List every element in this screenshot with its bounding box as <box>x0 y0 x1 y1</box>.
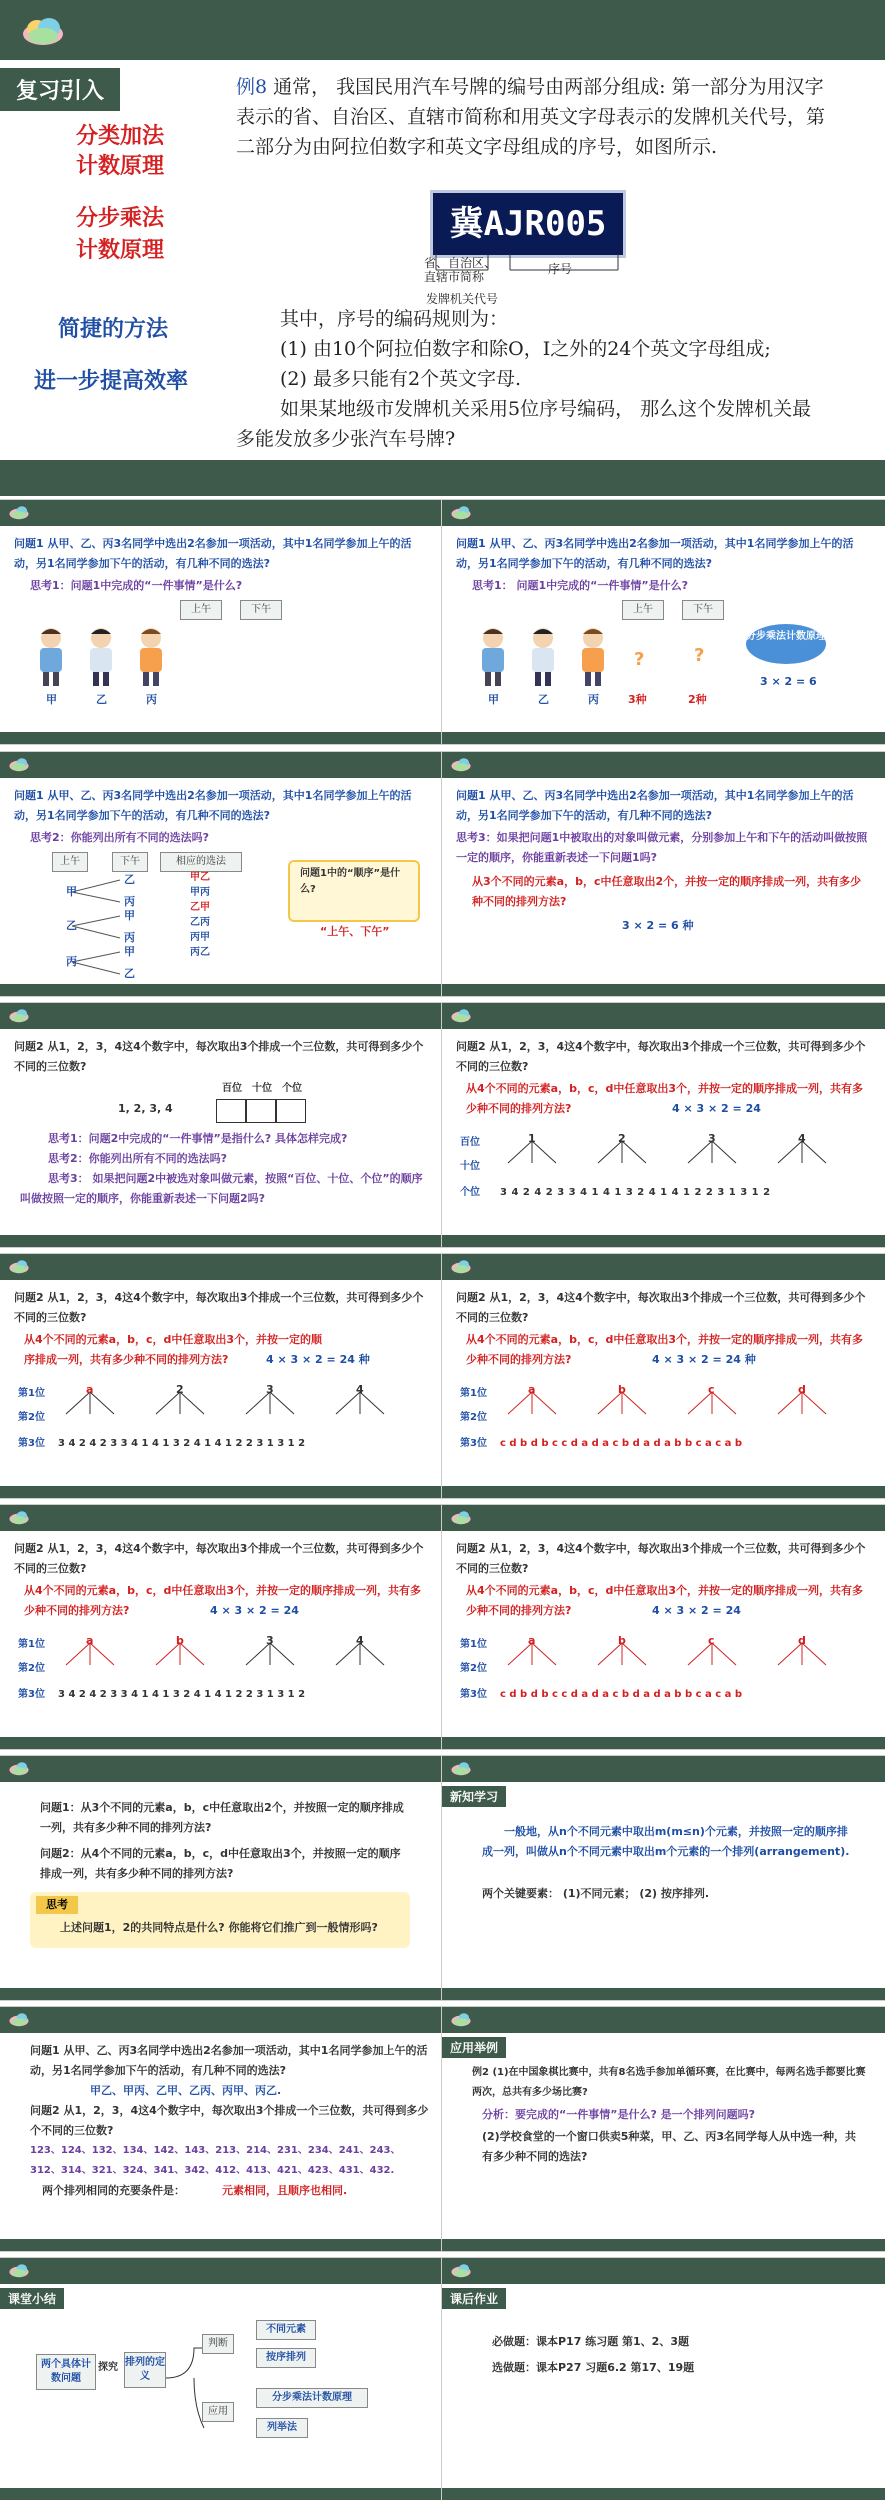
product-6-ways: 3 × 2 = 6 种 <box>622 919 694 932</box>
rule-intro: 其中，序号的编码规则为： <box>280 308 509 330</box>
tree-leaf: 甲 <box>124 945 135 958</box>
col-am: 上午 <box>52 852 88 872</box>
section-tag: 应用举例 <box>442 2037 506 2058</box>
slide-summary <box>0 2258 443 2500</box>
section-tag: 复习引入 <box>0 68 120 111</box>
slide-application <box>442 2007 885 2251</box>
tree-root-b: b <box>618 1383 626 1396</box>
tree-root: 4 <box>798 1132 806 1145</box>
cloud-logo-icon <box>450 2262 472 2279</box>
question-mark-pm-icon: ? <box>694 645 705 666</box>
name-bing: 丙 <box>588 693 599 706</box>
slide-problem1-step <box>442 500 885 744</box>
problem1-text: 问题1 从甲、乙、丙3名同学中选出2名参加一项活动，其中1名同学参加上午的活动，另1名同学参加下午的活动，有几种不同的选法? <box>456 789 854 822</box>
tree-jia: 甲 <box>66 885 77 898</box>
think-box <box>30 1892 410 1948</box>
section-tag: 课后作业 <box>442 2288 506 2309</box>
row-3: 第3位 <box>18 1689 45 1700</box>
slide-problem2-intro <box>0 1003 443 1247</box>
summary-distinct: 不同元素 <box>256 2320 316 2340</box>
section-tag: 新知学习 <box>442 1786 506 1807</box>
tree-root-a: a <box>86 1634 94 1647</box>
tree-root-a: a <box>528 1634 536 1647</box>
tree-root-b: b <box>618 1634 626 1647</box>
slide-problem1-intro <box>0 500 443 744</box>
summary-apply: 应用 <box>202 2402 234 2422</box>
pair-item: 丙甲 <box>190 932 210 943</box>
tree-leaf: 丙 <box>124 895 135 908</box>
col-order: 相应的选法 <box>160 852 242 872</box>
am-box: 上午 <box>622 600 664 620</box>
problem2-text: 问题2 从1，2，3，4这4个数字中，每次取出3个排成一个三位数，共可得到多少个不同的三位数? <box>14 1040 424 1073</box>
row-tens: 十位 <box>460 1161 480 1172</box>
think1: 思考1： 问题1中完成的“一件事情”是什么? <box>472 579 688 592</box>
problem1-text: 问题1 从甲、乙、丙3名同学中选出2名参加一项活动，其中1名同学参加上午的活动，另1名同学参加下午的活动，有几种不同的选法? <box>456 537 854 570</box>
tree-root-c: c <box>708 1383 715 1396</box>
restate2: 从4个不同的元素a，b，c，d中任意取出3个，并按一定的顺序排成一列，共有多少种不同的排列方法? <box>466 1333 863 1366</box>
cloud-logo-icon <box>8 1007 30 1024</box>
example-number: 例8 <box>236 76 268 98</box>
slide-problem2-tree-a <box>0 1254 443 1498</box>
pm-box: 下午 <box>240 600 282 620</box>
tree-leaf: 乙 <box>124 967 135 980</box>
restate2: 从4个不同的元素a，b，c，d中任意取出3个，并按一定的顺序排成一列，共有多少种不同的排列方法? <box>466 1082 863 1115</box>
plate-note-office: 发牌机关代号 <box>426 292 499 306</box>
tree-leaves: 3 4 2 4 2 3 3 4 1 4 1 3 2 4 1 4 1 2 2 3 1 3 1 2 <box>500 1187 771 1198</box>
note-question: 问题1中的“顺序”是什么? <box>300 868 401 895</box>
summary-q1: 问题1：从3个不同的元素a，b，c中任意取出2个，并按照一定的顺序排成一列，共有多少种不同的排列方法? <box>40 1801 404 1834</box>
name-bing: 丙 <box>146 693 157 706</box>
tree-yi: 乙 <box>66 919 77 932</box>
tree-leaves: c d b d b c c d a d a c b d a d a b b c a c a b <box>500 1689 743 1700</box>
slide-problem2-tree-abcd <box>442 1254 885 1498</box>
tree-root-d: d <box>798 1383 806 1396</box>
tree-root: 2 <box>618 1132 626 1145</box>
summary-root: 两个具体计数问题 <box>36 2354 96 2390</box>
example2-part2: (2)学校食堂的一个窗口供卖5种菜，甲、乙、丙3名同学每人从中选一种，共有多少种不同的选法? <box>482 2130 857 2163</box>
homework-optional: 选做题：课本P27 习题6.2 第17、19题 <box>492 2361 695 2374</box>
product-24: 4 × 3 × 2 = 24 <box>672 1102 761 1115</box>
am-box: 上午 <box>180 600 222 620</box>
cloud-logo-icon <box>450 2011 472 2028</box>
tree-root: 3 <box>708 1132 716 1145</box>
student-avatar-yi-icon <box>84 626 118 688</box>
row-2: 第2位 <box>18 1412 45 1423</box>
summary-enumeration: 列举法 <box>256 2418 308 2438</box>
summary-definition: 排列的定义 <box>124 2352 166 2388</box>
tree-leaf: 丙 <box>124 931 135 944</box>
example-text: 通常， 我国民用汽车号牌的编号由两部分组成: 第一部分为用汉字表示的省、自治区、直辖市简称和用英文字母表示的发牌机关代号，第二部分为由阿拉伯数字和英文字母组成的序号，如图所示. <box>236 76 826 158</box>
cloud-logo-icon <box>450 504 472 521</box>
rule-1: (1) 由10个阿拉伯数字和除O，I之外的24个英文字母组成; <box>280 338 771 360</box>
col-pm: 下午 <box>112 852 148 872</box>
cloud-logo-icon <box>450 1760 472 1777</box>
pair-item: 乙丙 <box>190 917 210 928</box>
license-plate: 冀AJR005 <box>430 190 626 258</box>
restate1: 从3个不同的元素a，b，c中任意取出2个，并按一定的顺序排成一列，共有多少种不同的排列方法? <box>472 875 862 908</box>
cloud-logo-icon <box>450 1258 472 1275</box>
digit-slot <box>216 1099 246 1123</box>
cloud-logo-icon <box>8 2262 30 2279</box>
row-2: 第2位 <box>460 1663 487 1674</box>
think2: 思考2：你能列出所有不同的选法吗? <box>30 831 210 844</box>
answer1: 甲乙、甲丙、乙甲、乙丙、丙甲、丙乙. <box>90 2084 282 2097</box>
two-key-elements: 两个关键要素： (1)不同元素； (2) 按序排列. <box>482 1887 710 1900</box>
question-mark-am-icon: ? <box>634 649 645 670</box>
three-ways: 3种 <box>628 693 647 706</box>
footer-bar <box>0 460 885 496</box>
pair-item: 甲乙 <box>190 872 210 883</box>
cloud-logo-icon <box>8 504 30 521</box>
problem2-text: 问题2 从1，2，3，4这4个数字中，每次取出3个排成一个三位数，共可得到多少个不同的三位数? <box>456 1291 866 1324</box>
product-6: 3 × 2 = 6 <box>760 675 817 688</box>
student-avatar-yi-icon <box>526 626 560 688</box>
slide-definition <box>442 1756 885 2000</box>
problem2-text: 问题2 从1，2，3，4这4个数字中，每次取出3个排成一个三位数，共可得到多少个不同的三位数? <box>14 1291 424 1324</box>
row-3: 第3位 <box>18 1438 45 1449</box>
cloud-logo-icon <box>8 2011 30 2028</box>
example2-part1: 例2 (1)在中国象棋比赛中，共有8名选手参加单循环赛，在比赛中，每两名选手都要比赛两次，总共有多少场比赛? <box>472 2067 866 2098</box>
blue-label-2: 进一步提高效率 <box>34 369 189 394</box>
problem1-text: 问题1 从甲、乙、丙3名同学中选出2名参加一项活动，其中1名同学参加上午的活动，另1名同学参加下午的活动，有几种不同的选法? <box>30 2044 428 2077</box>
summary-explore: 探究 <box>98 2362 118 2373</box>
same-condition: 两个排列相同的充要条件是： <box>42 2184 185 2197</box>
tree-root: 4 <box>356 1383 364 1396</box>
plate-note-province: 省、自治区、直辖市简称 <box>424 256 497 284</box>
digit-slot <box>276 1099 306 1123</box>
row-3: 第3位 <box>460 1438 487 1449</box>
product-24: 4 × 3 × 2 = 24 种 <box>652 1353 756 1366</box>
place-tens: 十位 <box>252 1083 272 1094</box>
student-avatar-jia-icon <box>476 626 510 688</box>
homework-required: 必做题：课本P17 练习题 第1、2、3题 <box>492 2335 689 2348</box>
problem2-text: 问题2 从1，2，3，4这4个数字中，每次取出3个排成一个三位数，共可得到多少个不同的三位数? <box>456 1542 866 1575</box>
tree-leaf: 乙 <box>124 873 135 886</box>
row-1: 第1位 <box>18 1639 45 1650</box>
cloud-logo-icon <box>8 1258 30 1275</box>
cloud-logo-icon <box>8 1760 30 1777</box>
summary-judge: 判断 <box>202 2334 234 2354</box>
row-3: 第3位 <box>460 1689 487 1700</box>
name-yi: 乙 <box>96 693 107 706</box>
tree-root: 2 <box>176 1383 184 1396</box>
tree-root: 3 <box>266 1634 274 1647</box>
example-paragraph <box>236 72 826 162</box>
slide-problem2-tree-numbers <box>442 1003 885 1247</box>
product-24: 4 × 3 × 2 = 24 <box>652 1604 741 1617</box>
problem1-text: 问题1 从甲、乙、丙3名同学中选出2名参加一项活动，其中1名同学参加上午的活动，另1名同学参加下午的活动，有几种不同的选法? <box>14 537 412 570</box>
tree-root-d: d <box>798 1634 806 1647</box>
step-principle-bubble: 分步乘法计数原理 <box>746 624 826 664</box>
think-q2-3: 思考3： 如果把问题2中被选对象叫做元素，按照“百位、十位、个位”的顺序叫做按照一定的顺序，你能重新表述一下问题2吗? <box>20 1172 423 1205</box>
pair-item: 甲丙 <box>190 887 210 898</box>
tree-root: 3 <box>266 1383 274 1396</box>
restate2: 从4个不同的元素a，b，c，d中任意取出3个，并按一定的顺序排成一列，共有多少种不同的排列方法? <box>24 1584 421 1617</box>
left-label-1: 分类加法 <box>75 124 164 149</box>
pair-item: 乙甲 <box>190 902 210 913</box>
slide-problem1-restate <box>442 752 885 996</box>
tree-root-a: a <box>86 1383 94 1396</box>
definition-text: 一般地，从n个不同元素中取出m(m≤n)个元素，并按照一定的顺序排成一列，叫做从n个不同元素中取出m个元素的一个排列(arrangement). <box>482 1825 850 1858</box>
tree-leaves: 3 4 2 4 2 3 3 4 1 4 1 3 2 4 1 4 1 2 2 3 1 3 1 2 <box>58 1438 306 1449</box>
left-label-2: 计数原理 <box>75 154 164 179</box>
tree-leaf: 甲 <box>124 909 135 922</box>
restate2: 从4个不同的元素a，b，c，d中任意取出3个，并按一定的顺序排成一列，共有多少种不同的排列方法? <box>24 1333 322 1366</box>
name-yi: 乙 <box>538 693 549 706</box>
cloud-logo-icon <box>450 1509 472 1526</box>
slide-answers <box>0 2007 443 2251</box>
problem2-text: 问题2 从1，2，3，4这4个数字中，每次取出3个排成一个三位数，共可得到多少个不同的三位数? <box>456 1040 866 1073</box>
rule-2: (2) 最多只能有2个英文字母. <box>280 368 522 390</box>
plate-note-serial: 序号 <box>548 262 573 276</box>
row-2: 第2位 <box>460 1412 487 1423</box>
think-common: 上述问题1，2的共同特点是什么? 你能将它们推广到一般情形吗? <box>60 1921 378 1934</box>
summary-ordered: 按序排列 <box>256 2348 316 2368</box>
name-jia: 甲 <box>46 693 57 706</box>
tree-root-a: a <box>528 1383 536 1396</box>
problem1-text: 问题1 从甲、乙、丙3名同学中选出2名参加一项活动，其中1名同学参加上午的活动，另1名同学参加下午的活动，有几种不同的选法? <box>14 789 412 822</box>
note-answer: “上午、下午” <box>320 925 390 938</box>
slide-problem1-list <box>0 752 443 996</box>
row-1: 第1位 <box>460 1388 487 1399</box>
think-tag: 思考 <box>36 1896 78 1914</box>
tree-root-c: c <box>708 1634 715 1647</box>
product-24: 4 × 3 × 2 = 24 <box>210 1604 299 1617</box>
think-q2-1: 思考1：问题2中完成的“一件事情”是指什么? 具体怎样完成? <box>48 1132 348 1145</box>
row-1: 第1位 <box>460 1639 487 1650</box>
blue-label-1: 简捷的方法 <box>58 317 169 342</box>
intro-slide <box>0 0 885 496</box>
tree-bing: 丙 <box>66 955 77 968</box>
summary-q2: 问题2：从4个不同的元素a，b，c，d中任意取出3个，并按照一定的顺序排成一列，共有多少种不同的排列方法? <box>40 1847 401 1880</box>
pair-item: 丙乙 <box>190 947 210 958</box>
tree-leaves: 3 4 2 4 2 3 3 4 1 4 1 3 2 4 1 4 1 2 2 3 1 3 1 2 <box>58 1689 306 1700</box>
slide-generalize <box>0 1756 443 2000</box>
row-ones: 个位 <box>460 1187 480 1198</box>
pm-box: 下午 <box>682 600 724 620</box>
place-ones: 个位 <box>282 1083 302 1094</box>
analysis-prompt: 分析：要完成的“一件事情”是什么? 是一个排列问题吗? <box>482 2108 756 2121</box>
slide-problem2-tree-abcd-2 <box>442 1505 885 1749</box>
product-24: 4 × 3 × 2 = 24 种 <box>266 1353 370 1366</box>
restate2: 从4个不同的元素a，b，c，d中任意取出3个，并按一定的顺序排成一列，共有多少种不同的排列方法? <box>466 1584 863 1617</box>
place-hundreds: 百位 <box>222 1083 242 1094</box>
student-avatar-bing-icon <box>134 626 168 688</box>
cloud-logo-icon <box>8 1509 30 1526</box>
cloud-logo-icon <box>8 756 30 773</box>
row-2: 第2位 <box>18 1663 45 1674</box>
section-tag: 课堂小结 <box>0 2288 64 2309</box>
tree-leaves: c d b d b c c d a d a c b d a d a b b c a c a b <box>500 1438 743 1449</box>
header-bar <box>0 0 885 60</box>
plate-question: 如果某地级市发牌机关采用5位序号编码， 那么这个发牌机关最多能发放多少张汽车号牌? <box>236 398 812 450</box>
left-label-3: 分步乘法 <box>75 206 164 231</box>
slide-homework <box>442 2258 885 2500</box>
student-avatar-bing-icon <box>576 626 610 688</box>
row-1: 第1位 <box>18 1388 45 1399</box>
cloud-logo-icon <box>20 14 66 48</box>
cloud-logo-icon <box>450 1007 472 1024</box>
think3: 思考3：如果把问题1中被取出的对象叫做元素，分别参加上午和下午的活动叫做按照一定的顺序，你能重新表述一下问题1吗? <box>456 831 868 864</box>
digits: 1, 2, 3, 4 <box>118 1102 173 1115</box>
note-card <box>288 860 420 922</box>
cloud-logo-icon <box>450 756 472 773</box>
left-label-4: 计数原理 <box>75 238 164 263</box>
digit-slot <box>246 1099 276 1123</box>
answer2: 123、124、132、134、142、143、213、214、231、234、241、243、312、314、321、324、341、342、412、413、421、423、431、432. <box>30 2145 401 2176</box>
think-q2-2: 思考2：你能列出所有不同的选法吗? <box>48 1152 228 1165</box>
tree-root: 4 <box>356 1634 364 1647</box>
summary-step-principle: 分步乘法计数原理 <box>256 2388 368 2408</box>
name-jia: 甲 <box>488 693 499 706</box>
tree-root-b: b <box>176 1634 184 1647</box>
problem2-text: 问题2 从1，2，3，4这4个数字中，每次取出3个排成一个三位数，共可得到多少个不同的三位数? <box>30 2104 429 2137</box>
student-avatar-jia-icon <box>34 626 68 688</box>
row-hundreds: 百位 <box>460 1137 480 1148</box>
problem2-text: 问题2 从1，2，3，4这4个数字中，每次取出3个排成一个三位数，共可得到多少个不同的三位数? <box>14 1542 424 1575</box>
think1: 思考1：问题1中完成的“一件事情”是什么? <box>30 579 243 592</box>
pair-list <box>190 870 210 960</box>
tree-root: 1 <box>528 1132 536 1145</box>
two-ways: 2种 <box>688 693 707 706</box>
slide-problem2-tree-b <box>0 1505 443 1749</box>
same-condition-answer: 元素相同，且顺序也相同. <box>222 2184 348 2197</box>
